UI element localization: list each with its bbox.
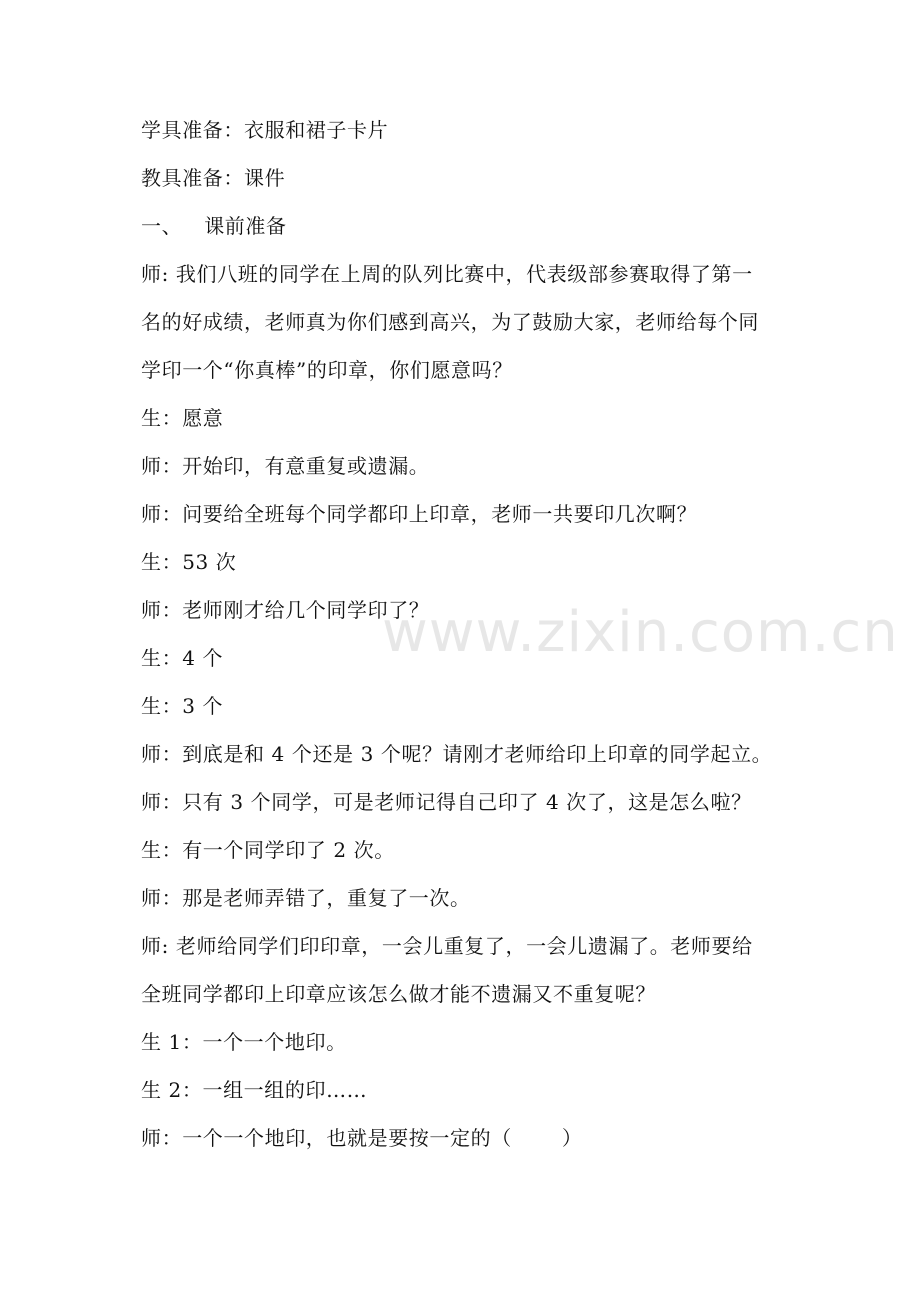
- text-line: 师：开始印，有意重复或遗漏。: [141, 454, 430, 478]
- text-line: 教具准备：课件: [141, 166, 286, 190]
- text-line: 生 1：一个一个地印。: [141, 1030, 347, 1054]
- text-line: 生：愿意: [141, 406, 224, 430]
- text-line: 师: 老师给同学们印印章，一会儿重复了，一会儿遗漏了。老师要给: [141, 934, 753, 958]
- section-title: 课前准备: [204, 214, 287, 238]
- text-line: 师：问要给全班每个同学都印上印章，老师一共要印几次啊？: [141, 502, 698, 526]
- text-line: 生：53 次: [141, 550, 237, 574]
- text-line: 生：有一个同学印了 2 次。: [141, 838, 395, 862]
- text-line: 生 2：一组一组的印……: [141, 1078, 368, 1102]
- text-line: 学印一个“你真棒”的印章，你们愿意吗？: [141, 358, 513, 382]
- document-body: [141, 118, 791, 1174]
- text-line: 师：老师刚才给几个同学印了？: [141, 598, 430, 622]
- text-line: 学具准备：衣服和裙子卡片: [141, 118, 389, 142]
- text-line: 师：到底是和 4 个还是 3 个呢？请刚才老师给印上印章的同学起立。: [141, 742, 773, 766]
- text-line: 师: 我们八班的同学在上周的队列比赛中，代表级部参赛取得了第一: [141, 262, 753, 286]
- watermark: www.zixin.com.cn: [382, 600, 899, 665]
- text-line: 师：一个一个地印，也就是要按一定的（ ）: [141, 1126, 583, 1150]
- text-line: 师：只有 3 个同学，可是老师记得自己印了 4 次了，这是怎么啦？: [141, 790, 752, 814]
- section-heading: [141, 214, 791, 238]
- text-line: 生：4 个: [141, 646, 224, 670]
- text-line: 全班同学都印上印章应该怎么做才能不遗漏又不重复呢？: [141, 982, 656, 1006]
- text-line: 名的好成绩，老师真为你们感到高兴，为了鼓励大家，老师给每个同: [141, 310, 759, 334]
- section-number: 一、: [141, 214, 183, 238]
- text-line: 生：3 个: [141, 694, 224, 718]
- text-line: 师：那是老师弄错了，重复了一次。: [141, 886, 471, 910]
